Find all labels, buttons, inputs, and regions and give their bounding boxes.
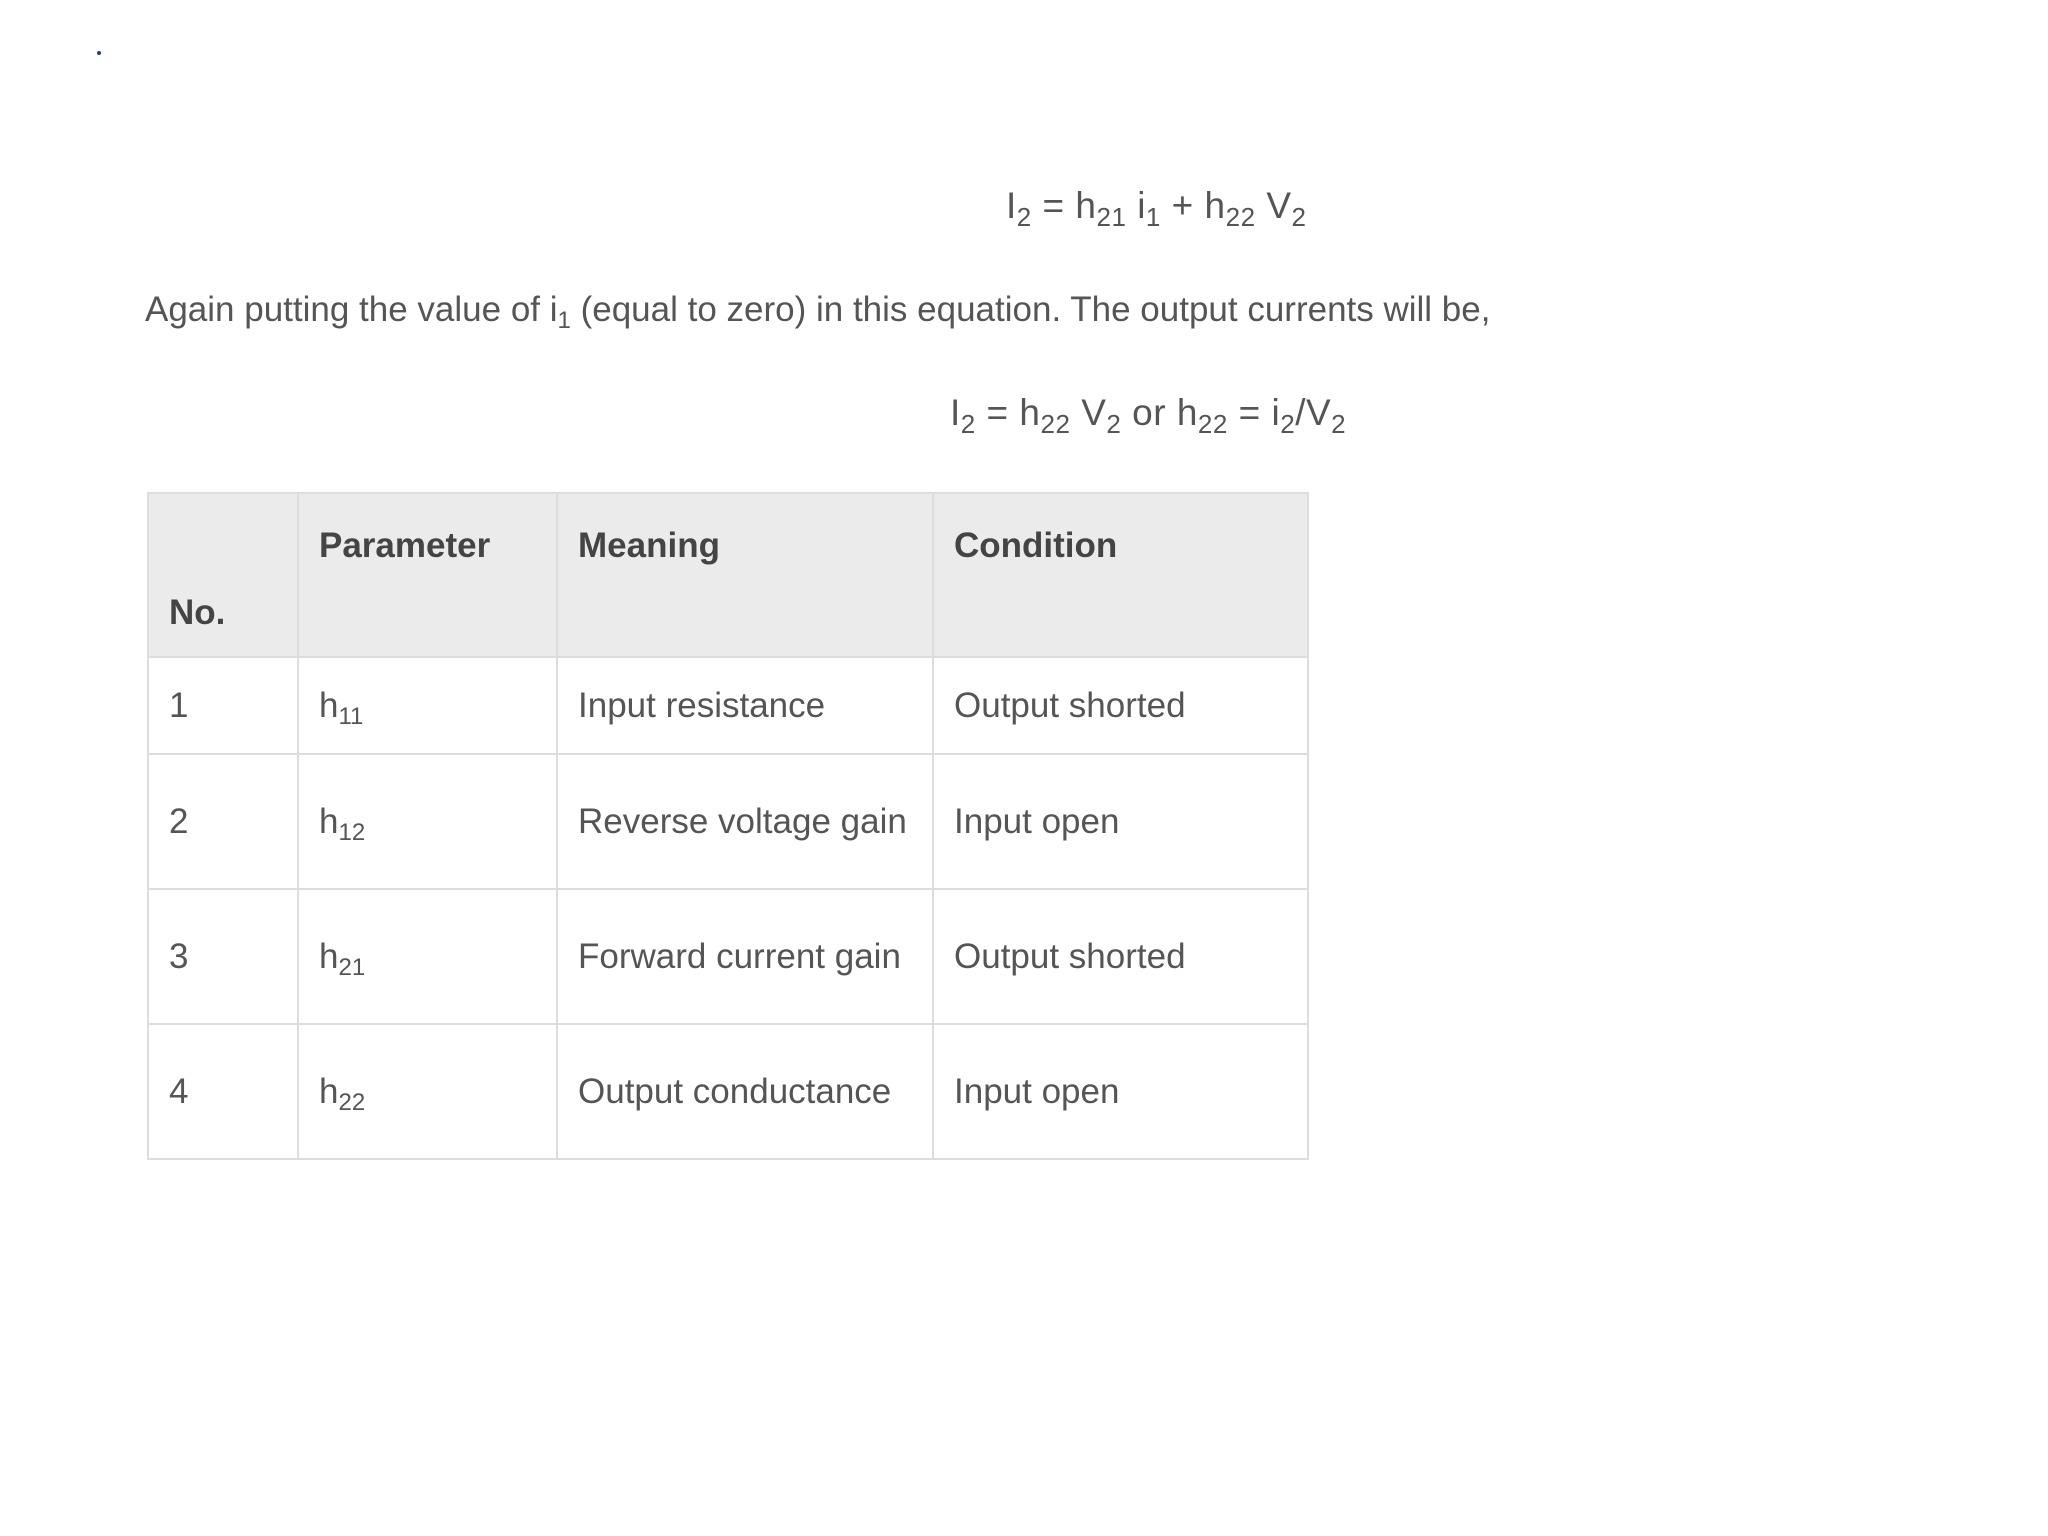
explanation-paragraph: Again putting the value of $i_1$ (equal to zero) in this equation. The output currents will be,	[145, 290, 1491, 334]
cell-parameter: $h_{22}$	[298, 1024, 557, 1159]
cell-meaning: Input resistance	[557, 657, 933, 754]
table-header-row	[148, 493, 1308, 657]
cell-parameter: $h_{11}$	[298, 657, 557, 754]
table-row	[148, 1024, 1308, 1159]
cell-meaning: Reverse voltage gain	[557, 754, 933, 889]
cell-no: 2	[148, 754, 298, 889]
cell-parameter: $h_{12}$	[298, 754, 557, 889]
header-condition: Condition	[933, 493, 1308, 657]
cell-no: 3	[148, 889, 298, 1024]
cell-condition: Output shorted	[933, 889, 1308, 1024]
cell-condition: Input open	[933, 754, 1308, 889]
equation-output-current: $I_2 = h_{21}$ $i_1 + h_{22}$ $V_2$	[1006, 185, 1307, 232]
equation-h22: $I_2 = h_{22}$ $V_2$ or $h_{22} = i_2/V_2$	[950, 392, 1347, 439]
cell-condition: Output shorted	[933, 657, 1308, 754]
header-no: No.	[148, 493, 298, 657]
cell-parameter: $h_{21}$	[298, 889, 557, 1024]
header-meaning: Meaning	[557, 493, 933, 657]
h-parameter-table	[147, 492, 1309, 1160]
table-row	[148, 754, 1308, 889]
bullet-dot	[97, 51, 101, 55]
cell-condition: Input open	[933, 1024, 1308, 1159]
cell-no: 4	[148, 1024, 298, 1159]
table-row	[148, 889, 1308, 1024]
cell-meaning: Forward current gain	[557, 889, 933, 1024]
cell-meaning: Output conductance	[557, 1024, 933, 1159]
table-row	[148, 657, 1308, 754]
header-parameter: Parameter	[298, 493, 557, 657]
cell-no: 1	[148, 657, 298, 754]
